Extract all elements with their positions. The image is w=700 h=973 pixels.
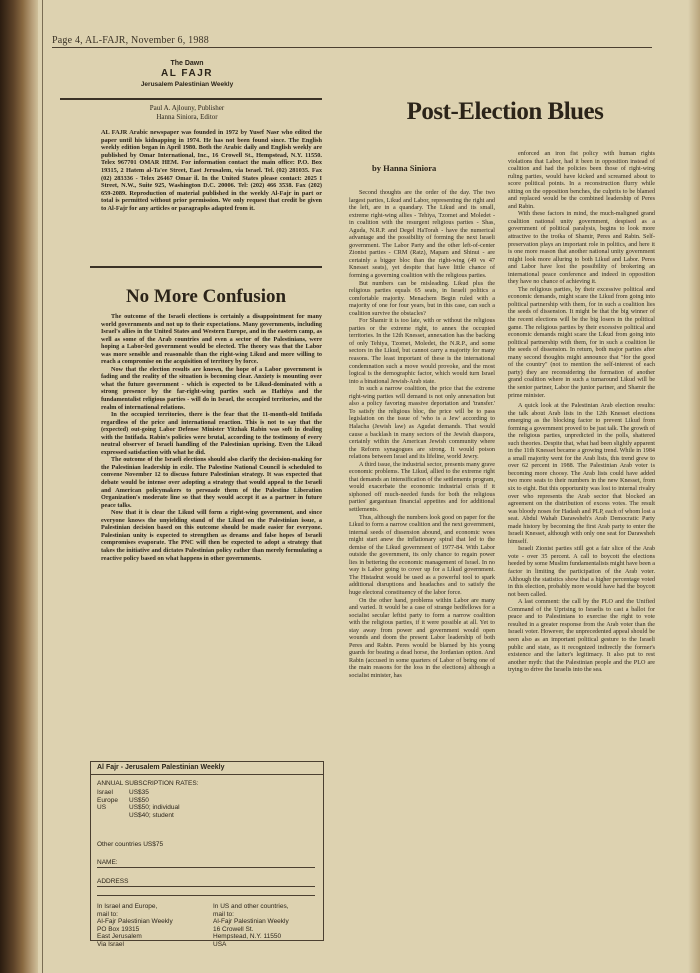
article-title: Post-Election Blues: [406, 98, 604, 125]
article-paragraph: But numbers can be misleading. Likud plus the religious parties equals 65 seats, in Israeli politics a comfortable majority. Menachem Begin ruled with a majority of one for four years, but in this case, can such a coalition survive the obstacles?: [349, 280, 495, 317]
subscription-rule: [91, 774, 323, 775]
rate-value: US$35: [129, 789, 149, 796]
editorial-paragraph: The outcome of the Israeli elections is certainly a disappointment for many world governments and not up to their expectations. Many governments, including Israel's allies in the United States and Western Europe, and in the eastern camp, as well as some of the Arab countries and even a sector of the Palestinians, were hoping a Labor-led government would be elected. The theory was that the Labor was more sensible and reasonable than the right-wing Likud and more willing to reach a compromise on the acquisition of territory by force.: [101, 313, 322, 366]
article-paragraph: With these factors in mind, the much-maligned grand coalition national unity government, despised as a government of political paralysis, begins to look more attractive to the troika of Shamir, Peres and Rabin. Self-preservation plays an important role in politics, and here it is one more reason that another national unity government might look more alluring to both Likud and Labor. Peres and Labor have lost the possibility of brokering an international peace conference and indeed in opposition they have no chance of achieving it.: [508, 211, 655, 286]
mail-line: In Israel and Europe,: [97, 903, 158, 910]
mail-line: PO Box 19315: [97, 925, 140, 933]
editorial-paragraph: Now that the election results are known, the hope of a Labor government is fading and the reality of the situation is becoming clear. Anxiety is mounting over what the future government - which is expected to be Likud-dominated with a strong presence by the far-right-wing parties such as Hathiya and the fundamentalist religious parties - will do in Israel, the occupied territories, and the realm of international relations.: [101, 365, 322, 411]
subscription-box: [90, 761, 324, 948]
mail-line: mail to:: [213, 910, 234, 918]
mail-to-israel-europe: [97, 903, 207, 949]
masthead-dawn: The Dawn: [170, 60, 204, 67]
mail-to-us: [213, 903, 323, 949]
publisher-line: Paul A. Ajlouny, Publisher: [149, 104, 225, 112]
article-paragraph: A third issue, the industrial sector, presents many grave economic problems. The Likud, allied to the extreme right that demands an intensification of the settlements program, would exacerbate the economic industrial crisis if it siphoned off much-needed funds for both the religious parties' gargantuan financial appetites and for additional settlements.: [349, 461, 495, 513]
article-paragraph: Israeli Zionist parties still got a fair slice of the Arab vote - over 35 percent. A call to boycott the elections heeded by some Muslim fundamentalists might have been a factor in limiting the participation of the Arab voter. Although the statistics show that a higher percentage voted in this election, probably more would have had the boycott not been called.: [508, 546, 656, 598]
mail-line: Hempstead, N.Y. 11550: [213, 933, 282, 941]
mail-line: USA: [213, 940, 227, 948]
address-line-2[interactable]: [97, 895, 315, 896]
article-paragraph: In such a narrow coalition, the price that the extreme right-wing parties will demand is not only annexation but also a policy favoring massive deportation and 'transfer.' To satisfy the religious bloc, the price will be to pass legislation on the issue of 'who is a Jew' according to Halacha (Jewish law) as Agudat demands. That would cause a backlash in many sectors of the Jewish diaspora, certainly within the American Jewish community where the Reform synagogues are strong. It would poison relations between Israel and its lifeline, world Jewry.: [349, 386, 495, 461]
editorial-title: No More Confusion: [125, 286, 287, 307]
binding-crease: [42, 0, 43, 973]
editorial-paragraph: The outcome of the Israeli elections should also clarify the decision-making for the Palestinian leadership in exile. The Palestine National Council is scheduled to convene November 12 to discuss future Palestinian strategy. It was expected that debate would be intense over adopting a strategy that would appeal to the Israeli and American policymakers to persuade them of the Palestine Liberation Organization's moderate line so that they would accept it as a partner in future peace talks.: [101, 456, 322, 509]
article-paragraph: The religious parties, by their excessive political and economic demands, might scare the Likud from going into political partnership with them, for in such a coalition lies the seeds of dissension. It might be that the big winner of the recent elections will be the big losers in the political game. The religious parties by their excessive political and economic demands might scare the Likud from going into political partnership with them, for in such a coalition lie the seeds of dissension. In return, both major parties after many second thoughts might announce that "for the good of the country" (not to mention the self-interest of each party) they are reconsidering the formation of another grand coalition where in such a turnaround Likud will be the senior partner, Labor the junior partner, and Shamir the prime minister.: [508, 286, 655, 399]
rate-region: US: [97, 804, 107, 812]
name-field[interactable]: NAME:: [97, 859, 315, 868]
rate-region: Europe: [97, 796, 118, 804]
subscription-heading: ANNUAL SUBSCRIPTION RATES:: [97, 780, 199, 787]
editorial-paragraph: Now that it is clear the Likud will form a right-wing government, and since everyone knows the unyielding stand of the Likud on the Palestinian issue, a Palestinian decision based on this outcome should be made easier for everyone. Palestinian unity is expected to strengthen as dreams and false hopes of Israeli compromises evaporate. The PNC will then be expected to adopt a strategy that takes the initiative and dictates Palestinian policy rather than merely formulating a reactive policy based on what happens in other governments.: [101, 509, 322, 562]
mail-line: Via Israel: [97, 940, 124, 948]
publisher-credits: [52, 104, 322, 121]
article-byline: by Hanna Siniora: [372, 163, 437, 173]
article-paragraph: Second thoughts are the order of the day. The two largest parties, Likud and Labor, representing the right and the left, are in a quandary. The Likud and its small, extreme right-wing allies - Tehiya, Tzomet and Moledet - in coalition with the resurgent religious parties - Shas, Aguda, N.R.P. and Degel HaTorah - have the numerical advantage and the possibility of forming the next Israeli government. The Labor Party and the other left-of-center Zionist parties - CRM (Ratz), Mapam and Shinui - are certainly a bigger bloc than the right-wing (49 vs 47 Knesset seats), yet despite that have little chance of forming a governing coalition with the religious parties.: [349, 190, 495, 280]
article-paragraph: A last comment: the call by the PLO and the Unified Command of the Uprising to Israelis to cast a ballot for peace and to Palestinians to exercise the right to vote resulted in a greater response from the Arab voter than the Israeli voter. However, the unprecedented appeal should be seen also as an important political gesture to the Israeli public and state, as it recognized indirectly the former's existence and the latter's legitimacy. It also put to rest another myth: that the Palestinian people and the PLO are trying to drive the Israelis into the sea.: [508, 599, 655, 674]
article-paragraph: Thus, although the numbers look good on paper for the Likud to form a narrow coalition and the next government, internal seeds of dissension abound, and economic woes might start anew the inflationary spiral that led to the demise of the Likud government of 1977-84. With Labor outside the government, its only chance to regain power lies in bettering the economic management of Israel. In no way is Labor going to cover up for a Likud government. The Histadrut would be used as a powerful tool to spark additional disruptions and headaches and to satisfy the huge electoral constituency of the labor force.: [349, 514, 495, 596]
address-field[interactable]: ADDRESS: [97, 878, 315, 887]
mail-line: Al-Fajr Palestinian Weekly: [213, 918, 289, 926]
rate-value: US$40; student: [129, 811, 174, 819]
article-paragraph: On the other hand, problems within Labor are many and varied. It would be a case of strange bedfellows for a socialist secular leftist party to form a narrow coalition with the religious parties, if it were possible at all. Yet to stay away from power and government would open wounds and doom the present Labor leadership of both Peres and Rabin. Peres would be blamed by his young guards for beating a dead horse, the Jordanian option. And Rabin (accused in some quarters of Labor of being one of the main reasons for the loss in the elections) although a socialist minister, has: [349, 597, 495, 679]
mail-line: East Jerusalem: [97, 933, 142, 941]
about-paragraph: AL FAJR Arabic newspaper was founded in 1972 by Yusef Nasr who edited the paper until his kidnapping in 1974. He has not been found since. The English weekly edition began in April 1980. Both the Arabic daily and English weekly are published by Omar International, Inc., 16 Crowell St., Hempstead, N.Y. 11550. Telex 967701 OMAR HEM. For information contact the main office: P.O. Box 19315, 2 Hatem al-Ta'ee Street, East Jerusalem, via Israel. Tel. (02) 281035. Fax (02) 283336 - Telex 26467 Omar il. In the United States please contact: 2025 I Street, N.W., Suite 925, Washington D.C. 20006. Tel: (202) 466 3538. Fax (202) 659-2089. Reproduction of material published in the weekly Al-Fajr in part or total is permitted without prior permission. We only request that credit be given to Al-Fajr for any articles or paragraphs adapted from it.: [101, 129, 322, 212]
subscription-other: Other countries US$75: [97, 841, 164, 848]
masthead-rule: [60, 98, 322, 100]
article-column-2-continued: [508, 403, 655, 675]
article-paragraph: A quick look at the Palestinian Arab election results: the talk about Arab lists in the 12th Knesset elections emerging as the blocking factor to prevent Likud from forming a government proved to be just talk. The growth of the religious parties, unpredicted in the polls, shattered such theories. Despite that, what had been slightly apparent in the 11th Knesset became a growing trend. While in 1984 a small majority went for the Arab lists, this trend grew to over 62 percent in 1988. The Palestinian Arab voter is becoming more choosy. The Arab lists could have added two more seats to their numbers in the new Knesset, from six to eight. But this opportunity was lost to internal rivalry over who represents the Arab sector that blocked an agreement on the distribution of excess votes. The result was bloody noses for Hadash and PLP, each of whom lost a seat. Abdul Wahab Darawsheh's Arab Democratic Party made history by becoming the first Arab party to enter the Israeli Knesset, although with only one seat for Darawsheh himself.: [508, 403, 655, 545]
mail-line: Al-Fajr Palestinian Weekly: [97, 918, 173, 926]
editorial-paragraph: In the occupied territories, there is the fear that the 11-month-old Intifada regardless of the price and international reaction. This is not to say that the (expected) out-going Labor Defense Minister Yitzhak Rabin was soft in dealing with the Intifada. Rabin's policies were brutal, according to the testimony of every neutral observer of Israeli handling of the Palestinian uprising. Even the Likud expressed satisfaction with what he did.: [101, 411, 322, 456]
article-paragraph: enforced an iron fist policy with human rights violations that Labor, had it been in opposition instead of coalition and had the policies been those of right-wing ruling parties, would have kicked and screamed about to score political points. In a reconstruction flurry while sitting on the opposition benches, the culprits to be blamed and replaced would be the combined leadership of Peres and Rabin.: [508, 151, 655, 210]
section-rule: [90, 266, 322, 268]
article-column-2: [508, 151, 655, 400]
editor-line: Hanna Siniora, Editor: [156, 112, 218, 121]
article-paragraph: For Shamir it is too late, with or without the religious parties or the extreme right, to annex the occupied territories. In the 12th Knesset, annexation has the backing of only Tehiya, Tzomet, Moledet, the N.R.P., and some sectors in the Likud, but cannot carry a majority for many reasons. The least important of these is the international condemnation such a move would provoke, and the most logical is the demographic factor, which would turn Israel into a binational Jewish-Arab state.: [349, 318, 495, 385]
page-edge-shadow: [688, 0, 700, 973]
page-header: Page 4, AL-FAJR, November 6, 1988: [52, 35, 209, 46]
subscription-title: Al Fajr - Jerusalem Palestinian Weekly: [97, 764, 225, 771]
masthead: [52, 60, 322, 88]
mail-line: 16 Crowell St.: [213, 925, 254, 933]
rate-region: Israel: [97, 789, 113, 796]
book-binding: [0, 0, 38, 973]
masthead-name: AL FAJR: [161, 68, 213, 79]
mail-line: mail to:: [97, 910, 118, 918]
header-rule: [52, 47, 652, 48]
editorial-body: [101, 313, 322, 562]
rate-value: US$50; individual: [129, 804, 180, 812]
article-column-1: [349, 190, 495, 681]
mail-line: In US and other countries,: [213, 903, 289, 910]
rate-value: US$50: [129, 796, 149, 804]
masthead-subtitle: Jerusalem Palestinian Weekly: [140, 81, 234, 88]
